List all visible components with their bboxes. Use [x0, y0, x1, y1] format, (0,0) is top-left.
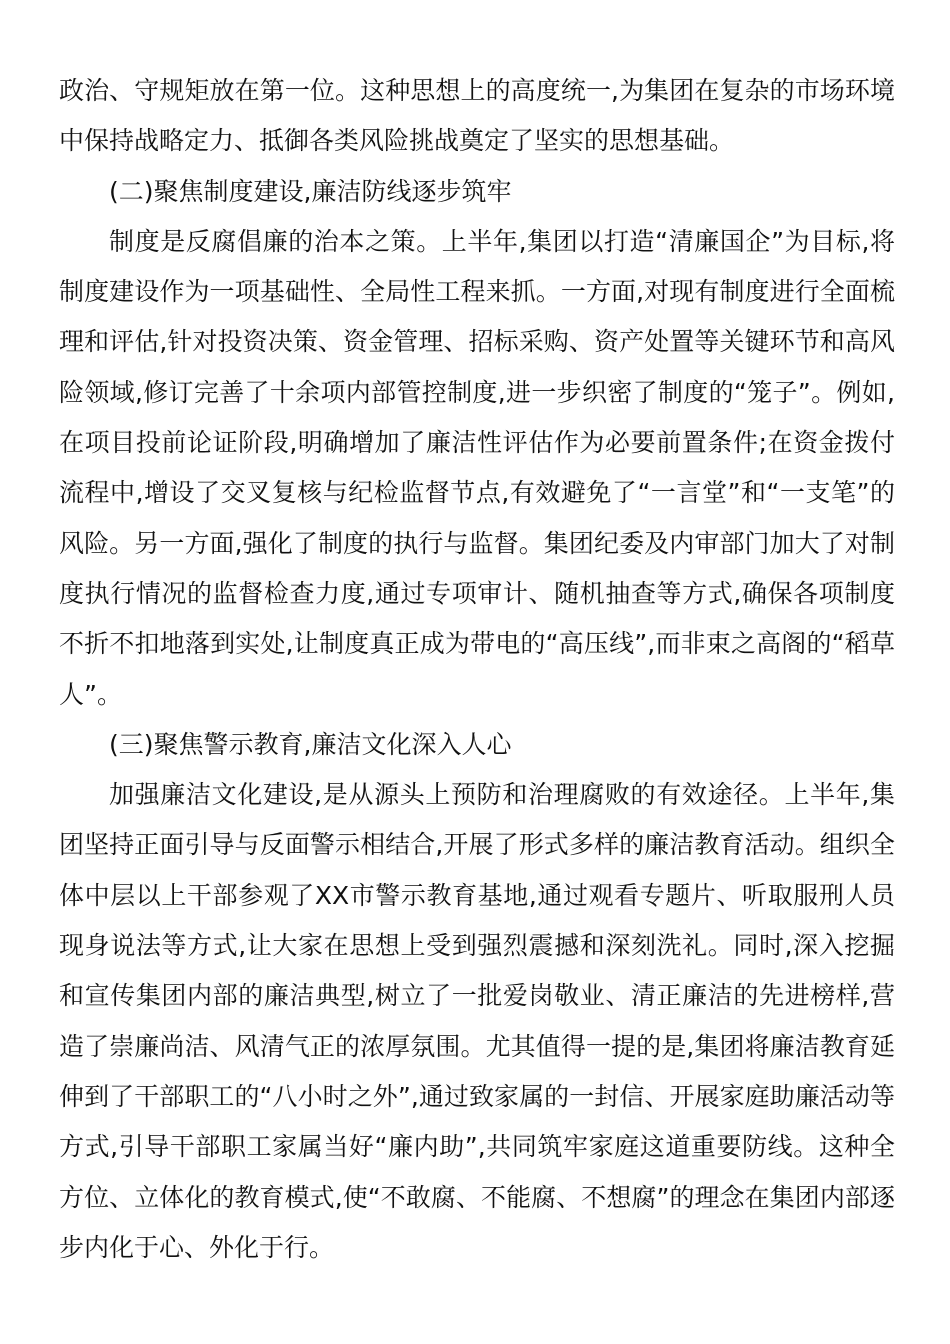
- document-body: [59, 66, 895, 1273]
- paragraph-continuation: 政治、守规矩放在第一位。这种思想上的高度统一,为集团在复杂的市场环境中保持战略定力、抵御各类风险挑战奠定了坚实的思想基础。: [59, 76, 895, 156]
- paragraph-warning-education: 加强廉洁文化建设,是从源头上预防和治理腐败的有效途径。上半年,集团坚持正面引导与反面警示相结合,开展了形式多样的廉洁教育活动。组织全体中层以上干部参观了XX市警示教育基地,通过观看专题片、听取服刑人员现身说法等方式,让大家在思想上受到强烈震撼和深刻洗礼。同时,深入挖掘和宣传集团内部的廉洁典型,树立了一批爱岗敬业、清正廉洁的先进榜样,营造了崇廉尚洁、风清气正的浓厚氛围。尤其值得一提的是,集团将廉洁教育延伸到了干部职工的“八小时之外”,通过致家属的一封信、开展家庭助廉活动等方式,引导干部职工家属当好“廉内助”,共同筑牢家庭这道重要防线。这种全方位、立体化的教育模式,使“不敢腐、不能腐、不想腐”的理念在集团内部逐步内化于心、外化于行。: [59, 780, 895, 1262]
- section-heading-2: (二)聚焦制度建设,廉洁防线逐步筑牢: [109, 176, 512, 206]
- paragraph-system-building: 制度是反腐倡廉的治本之策。上半年,集团以打造“清廉国企”为目标,将制度建设作为一项基础性、全局性工程来抓。一方面,对现有制度进行全面梳理和评估,针对投资决策、资金管理、招标采购、资产处置等关键环节和高风险领域,修订完善了十余项内部管控制度,进一步织密了制度的“笼子”。例如,在项目投前论证阶段,明确增加了廉洁性评估作为必要前置条件;在资金拨付流程中,增设了交叉复核与纪检监督节点,有效避免了“一言堂”和“一支笔”的风险。另一方面,强化了制度的执行与监督。集团纪委及内审部门加大了对制度执行情况的监督检查力度,通过专项审计、随机抽查等方式,确保各项制度不折不扣地落到实处,让制度真正成为带电的“高压线”,而非束之高阁的“稻草人”。: [59, 226, 895, 709]
- section-heading-3: (三)聚焦警示教育,廉洁文化深入人心: [109, 729, 512, 759]
